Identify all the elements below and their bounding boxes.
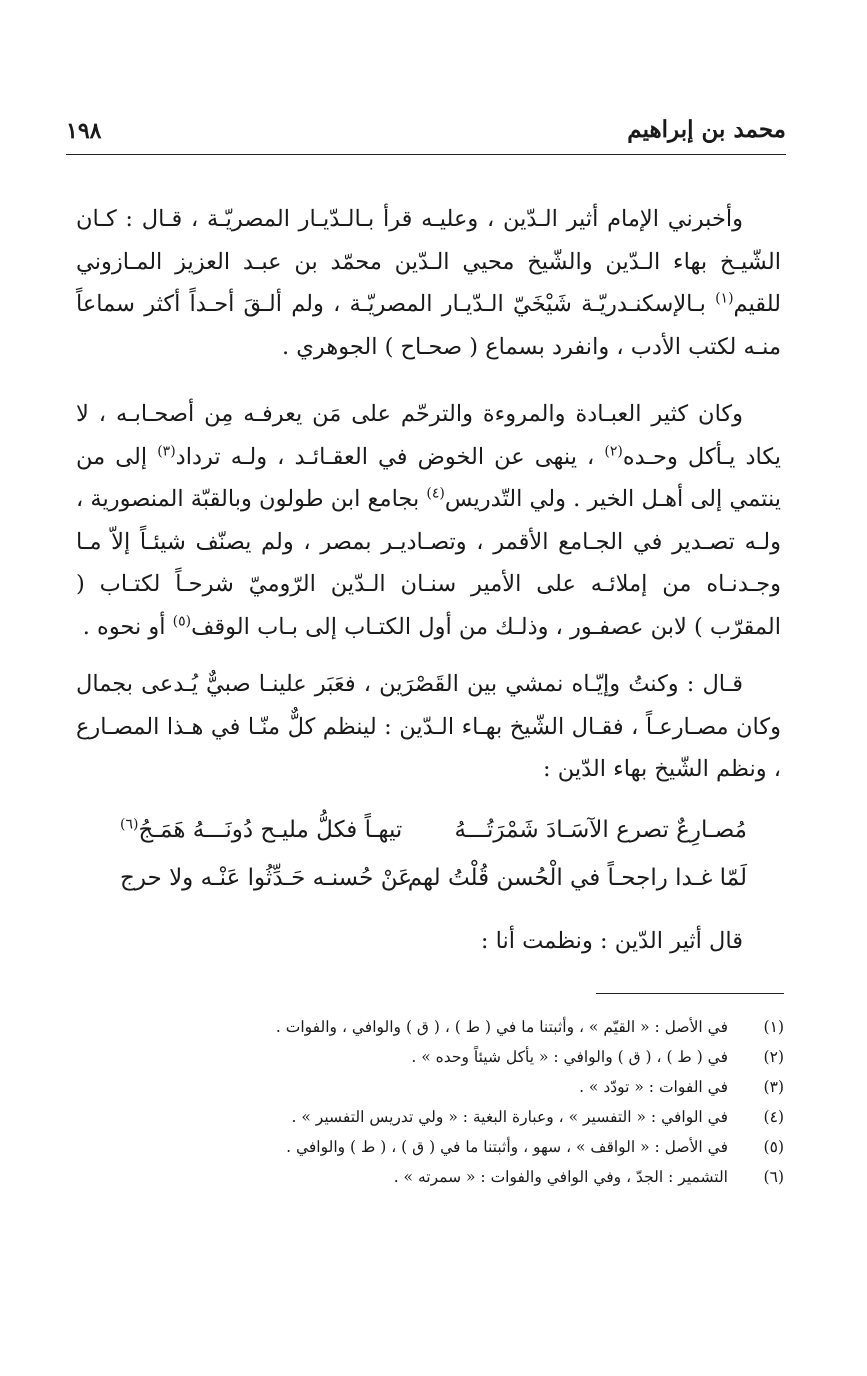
paragraph-1-tail: بـالإسكنـدريّـة شَيْخَيّ الـدّيـار المصريّـة ، ولم ألـقَ أحـداً أكثر سماعاً منـه لكتب الأدب ، وانفرد بسماع ( صحـاح ) الجوهري . <box>76 291 781 360</box>
poem-text: مُصـارِعٌ تصرع الآسَـادَ شَمْرَتُـــهُ <box>454 817 747 843</box>
poem-text: عَنْ حُسنـه حَـدِّثُوا عَنْـه ولا حرج <box>120 865 412 891</box>
footnote-text: في ( ط ) ، ( ق ) والوافي : « يأكل شيئاً وحده » . <box>411 1048 728 1066</box>
footnote-3 <box>120 1072 784 1102</box>
footnote-number: (١) <box>763 1018 784 1036</box>
footnote-6 <box>120 1162 784 1192</box>
footnote-separator <box>596 993 784 994</box>
paragraph-1-text: وأخبرني الإمام أثير الـدّين ، وعليـه قرأ بـالـدّيـار المصريّـة ، قـال : كـان الشّيـخ بهاء الـدّين والشّيخ محيي الـدّين محمّد بن عبـد العزيز المـازوني للقيم <box>76 206 781 317</box>
poem-line-1-first-hemistich <box>454 810 747 850</box>
footnote-4 <box>120 1102 784 1132</box>
footnote-number: (٣) <box>763 1078 784 1096</box>
paragraph-2-text-2: ، ينهى عن الخوض في العقـائـد ، ولـه ترداد <box>175 443 605 470</box>
footnote-text: في الأصل : « الواقف » ، سهو ، وأثبتنا ما في ( ق ) ، ( ط ) والوافي . <box>286 1138 728 1156</box>
footnote-ref-2: (٢) <box>604 443 623 459</box>
footnote-ref-5: (٥) <box>172 613 192 629</box>
paragraph-2-text-3: إلى من ينتمي إلى أهـل الخير . ولي التّدريس <box>76 443 781 512</box>
closing-line-text: قال أثير الدّين : ونظمت أنا : <box>480 928 743 954</box>
footnote-text: في الفوات : « تودّد » . <box>579 1078 728 1096</box>
paragraph-2-text: وكان كثير العبـادة والمروءة والترحّم على مَن يعرفـه مِن أصحـابـه ، لا يكاد يـأكل وحـده <box>76 401 782 470</box>
footnote-ref-6: (٦) <box>120 816 139 833</box>
poem-text: تيهـاً فكلُّ مليـح دُونَـــهُ هَمَـجُ <box>138 817 403 843</box>
footnote-2 <box>120 1042 784 1072</box>
footnote-1 <box>120 1012 784 1042</box>
header-title: محمد بن إبراهيم <box>627 116 786 143</box>
paragraph-1 <box>76 198 781 368</box>
footnote-ref-3: (٣) <box>157 443 176 459</box>
footnote-ref-4: (٤) <box>426 485 445 502</box>
footnote-text: في الوافي : « التفسير » ، وعبارة البغية : « ولي تدريس التفسير » . <box>291 1108 728 1126</box>
poem-line-1-second-hemistich <box>120 810 402 850</box>
footnote-number: (٦) <box>763 1168 784 1186</box>
running-header <box>66 112 786 155</box>
footnote-number: (٥) <box>763 1138 784 1156</box>
poem-text: لَمّا غـدا راجحـاً في الْحُسن قُلْتُ لهم <box>407 865 747 891</box>
footnote-text: في الأصل : « القيّم » ، وأثبتنا ما في ( ط ) ، ( ق ) والوافي ، والفوات . <box>275 1018 728 1036</box>
poem-line-2-first-hemistich <box>408 858 747 898</box>
footnote-number: (٢) <box>763 1048 784 1066</box>
footnote-text: التشمير : الجدّ ، وفي الوافي والفوات : « سمرته » . <box>393 1168 728 1186</box>
footnote-5 <box>120 1132 784 1162</box>
closing-line <box>76 920 781 963</box>
paragraph-2-tail-2: أو نحوه . <box>82 613 173 640</box>
paragraph-3-text: قـال : وكنتُ وإيّـاه نمشي بين القَصْرَين ، فعَبَر علينـا صبيٌّ يُـدعى بجمال وكان مصـارعـاً ، فقـال الشّيخ بهـاء الـدّين : لينظم كلٌّ منّـا في هـذا المصـارع ، ونظم الشّيخ بهاء الدّين : <box>76 671 781 782</box>
paragraph-2-tail: بجامع ابن طولون وبالقبّة المنصورية ، ولـه تصـدير في الجـامع الأقمر ، وتصـاديـر بمصر ، ولم يصنّف شيئـاً إلاّ مـا وجـدنـاه من إملائـه على الأمير سنـان الـدّين الرّوميّ شرحـاً لكتـاب ( المقرّب ) لابن عصفـور ، وذلـك من أول الكتـاب إلى بـاب الوقف <box>76 486 782 640</box>
footnote-number: (٤) <box>763 1108 784 1126</box>
footnotes <box>120 1012 784 1192</box>
page-number: ١٩٨ <box>66 118 102 144</box>
paragraph-2 <box>76 393 781 648</box>
poem-line-2-second-hemistich <box>120 858 412 898</box>
footnote-ref-1: (١) <box>715 290 734 307</box>
paragraph-3 <box>76 663 781 791</box>
